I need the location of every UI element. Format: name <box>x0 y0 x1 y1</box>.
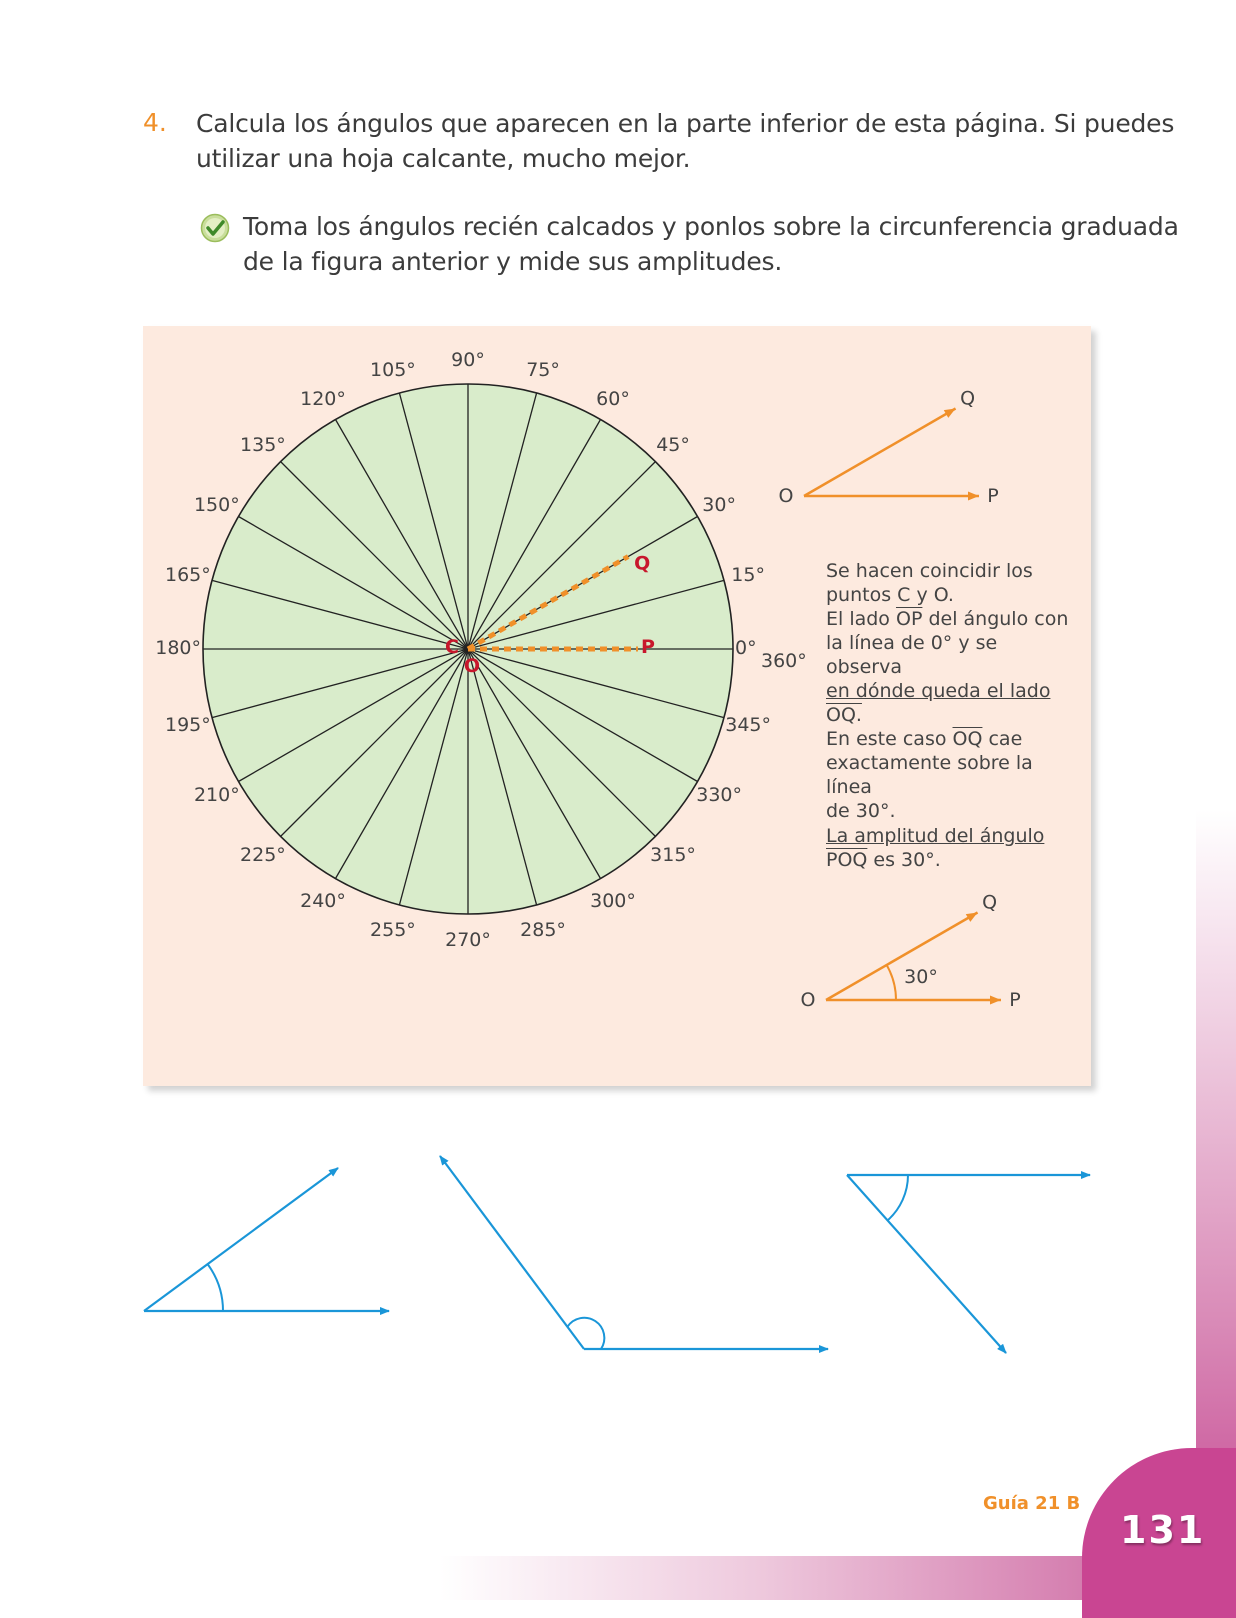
degree-label: 225° <box>240 844 286 867</box>
blue-angle-2 <box>440 1156 828 1349</box>
exercise-number: 4. <box>143 108 167 137</box>
point-label-p: P <box>641 636 655 658</box>
degree-label: 315° <box>650 844 696 867</box>
degree-label: 60° <box>596 387 630 410</box>
label-o: O <box>778 485 794 507</box>
explanation-line: en dónde queda el lado <box>826 680 1051 702</box>
degree-label: 180° <box>155 637 201 659</box>
guide-label: Guía 21 B <box>983 1493 1081 1514</box>
tip-line-2: de la figura anterior y mide sus amplitudes. <box>243 247 783 276</box>
page-number: 131 <box>1120 1508 1206 1552</box>
degree-label: 150° <box>193 494 240 516</box>
explanation-line: Se hacen coincidir los <box>826 560 1033 582</box>
degree-label: 345° <box>725 714 772 737</box>
degree-label: 120° <box>300 387 346 410</box>
explanation-line: la línea de 0° y se observa <box>826 632 998 678</box>
degree-label: 285° <box>520 919 566 942</box>
degree-label: 270° <box>445 929 491 951</box>
degree-label: 240° <box>300 890 346 913</box>
label-q: Q <box>982 891 998 914</box>
explanation-line: El lado $\overline{OP}$ del ángulo con <box>826 608 1069 630</box>
point-label-q: Q <box>634 552 651 575</box>
degree-label: 210° <box>193 784 240 806</box>
degree-label: 360° <box>761 650 807 672</box>
label-p: P <box>1009 989 1021 1011</box>
degree-label: 15° <box>731 563 765 586</box>
degree-label: 30° <box>702 494 736 516</box>
label-o: O <box>800 989 816 1011</box>
degree-label: 165° <box>164 563 211 586</box>
result-line: $\overline{POQ}$ es 30°. <box>826 849 941 871</box>
degree-label: 90° <box>451 349 485 371</box>
degree-label: 105° <box>370 358 416 381</box>
blue-angle-3 <box>847 1175 1090 1353</box>
label-q: Q <box>960 387 976 410</box>
degree-label: 75° <box>526 358 560 381</box>
result-line: La amplitud del ángulo <box>826 825 1045 847</box>
explanation-line: puntos C y O. <box>826 584 954 606</box>
tip-line-1: Toma los ángulos recién calcados y ponlos sobre la circunferencia graduada <box>243 212 1179 241</box>
explanation-line: de 30°. <box>826 800 896 822</box>
degree-label: 255° <box>370 919 416 942</box>
angle-value-label: 30° <box>904 966 938 988</box>
explanation-line: En este caso $\overline{OQ}$ cae <box>826 728 1023 750</box>
explanation-line: exactamente sobre la línea <box>826 752 1033 798</box>
center-label-o: O <box>463 655 481 677</box>
instruction-line-2: utilizar una hoja calcante, mucho mejor. <box>196 144 691 173</box>
blue-angle-1 <box>144 1168 389 1311</box>
degree-label: 0° <box>735 637 757 659</box>
instruction-line-1: Calcula los ángulos que aparecen en la parte inferior de esta página. Si puedes <box>196 109 1175 138</box>
explanation-line: OQ. <box>826 704 862 726</box>
degree-label: 195° <box>164 714 211 737</box>
degree-label: 135° <box>240 433 286 456</box>
degree-label: 330° <box>696 784 743 806</box>
center-label-c: C <box>445 636 459 658</box>
label-p: P <box>987 485 999 507</box>
degree-label: 45° <box>656 433 690 456</box>
degree-label: 300° <box>590 890 636 913</box>
